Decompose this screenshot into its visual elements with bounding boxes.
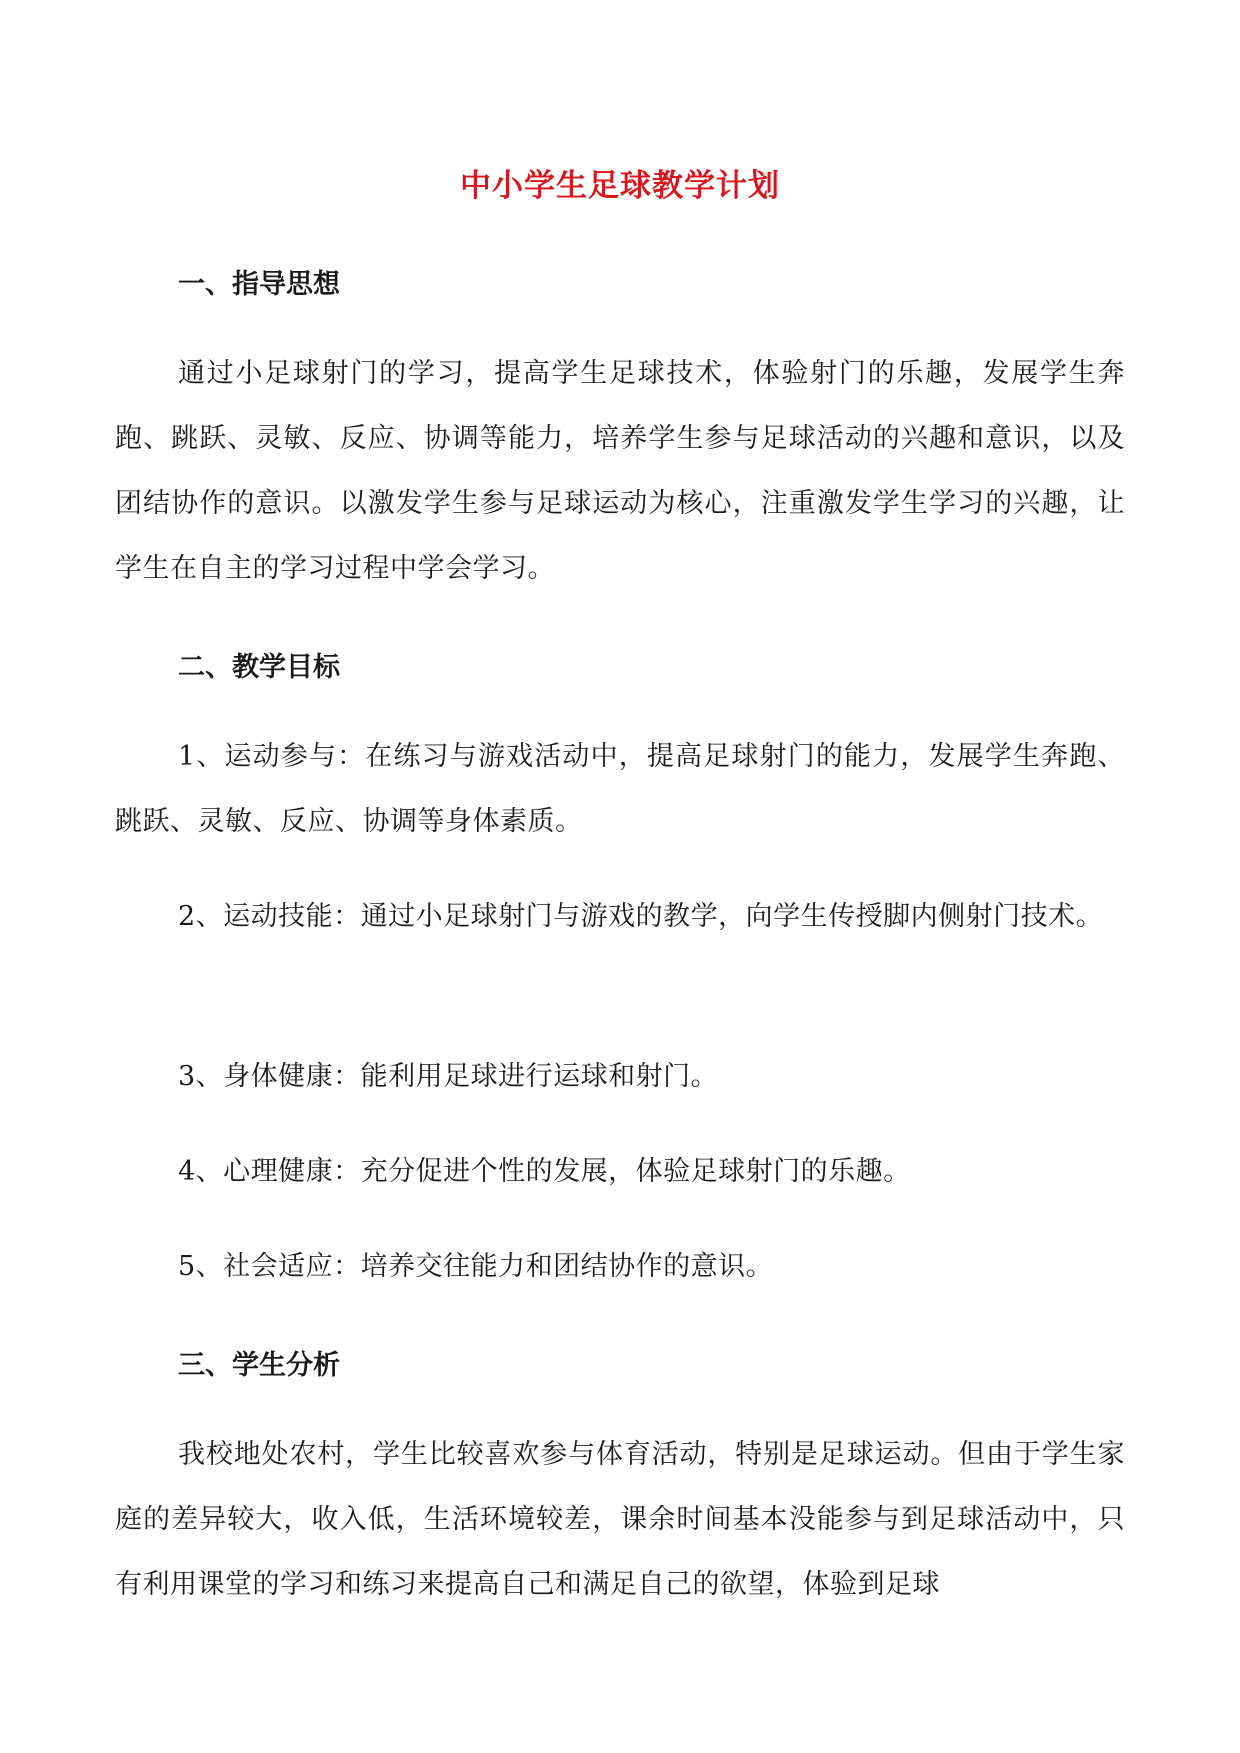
document-title: 中小学生足球教学计划 — [460, 168, 780, 204]
section-heading-guiding-ideology: 一、指导思想 — [178, 269, 340, 300]
section-paragraph-student-analysis: 我校地处农村，学生比较喜欢参与体育活动，特别是足球运动。但由于学生家庭的差异较大，收入低，生活环境较差，课余时间基本没能参与到足球活动中，只有利用课堂的学习和练习来提高自己和满足自己的欲望，体验到足球 — [115, 1439, 1125, 1600]
goal-item-mental-health: 4、心理健康：充分促进个性的发展，体验足球射门的乐趣。 — [178, 1156, 911, 1187]
section-paragraph-guiding-ideology: 通过小足球射门的学习，提高学生足球技术，体验射门的乐趣，发展学生奔跑、跳跃、灵敏、反应、协调等能力，培养学生参与足球活动的兴趣和意识，以及团结协作的意识。以激发学生参与足球运动为核心，注重激发学生学习的兴趣，让学生在自主的学习过程中学会学习。 — [115, 358, 1125, 584]
section-heading-teaching-goals: 二、教学目标 — [178, 652, 340, 683]
goal-item-social-adaptation: 5、社会适应：培养交往能力和团结协作的意识。 — [178, 1251, 774, 1282]
goal-item-physical-health: 3、身体健康：能利用足球进行运球和射门。 — [178, 1061, 719, 1092]
goal-item-sports-participation: 1、运动参与：在练习与游戏活动中，提高足球射门的能力，发展学生奔跑、跳跃、灵敏、反应、协调等身体素质。 — [115, 741, 1125, 837]
goal-item-sports-skills: 2、运动技能：通过小足球射门与游戏的教学，向学生传授脚内侧射门技术。 — [178, 901, 1104, 932]
section-heading-student-analysis: 三、学生分析 — [178, 1350, 340, 1381]
